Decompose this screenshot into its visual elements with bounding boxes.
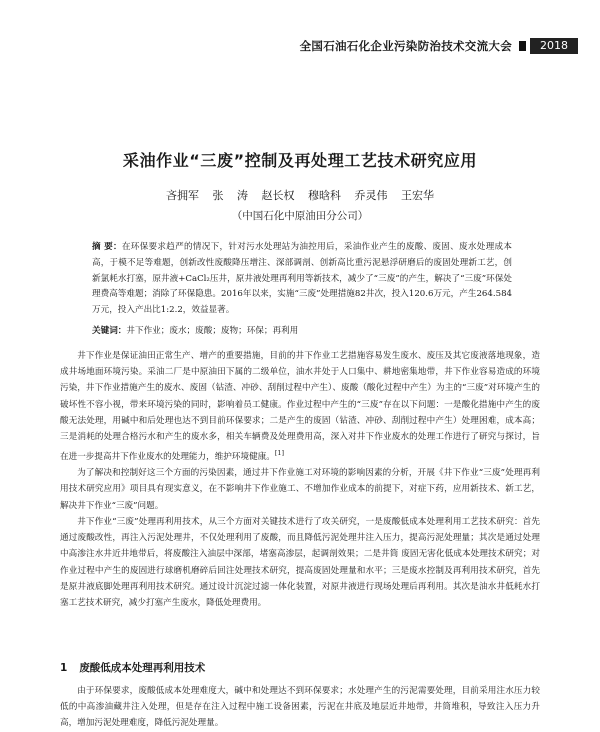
- conference-name: 全国石油石化企业污染防治技术交流大会: [299, 39, 512, 53]
- body-paragraph: 为了解决和控制好这三个方面的污染因素，通过井下作业施工对环境的影响因素的分析，开展《井下作业“三废”处理再利用技术研究应用》项目具有现实意义，在不影响井下作业施工、不增加作业成本的前提下，对症下药，应用新技术、新工艺，解决井下作业“三废”问题。: [60, 468, 540, 511]
- body-paragraph: 由于环保要求，废酸低成本处理难度大，碱中和处理达不到环保要求；水处理产生的污泥需要处理，目前采用注水压力较低的中高渗油藏井注入处理，但是存在注入过程中施工设备困素，污泥在井底及地层近井地带，井筒堆积，导致注入压力升高，增加污泥处理难度，降低污泥处理量。: [60, 686, 540, 729]
- abstract-label: 摘 要：: [92, 242, 122, 252]
- paper-title: 采油作业“三废”控制及再处理工艺技术研究应用: [122, 151, 478, 170]
- abstract-text: 在环保要求趋严的情况下，针对污水处理站为油控用后，采油作业产生的废酸、废固、废水处理成本高，于模不足等难题，创新改性废酸降压增注、深部调剖、创新高比重污泥悬浮研磨后的废固处理新工艺，创新氯耗水打塞，原井液+CaCl₂压井，原井液处理再利用等新技术，减少了“三废”的产生，解决了“三废”环保处理费高等难题；消除了环保隐患。2016年以来，实施“三废”处理措施82井次，投入120.6万元，产生264.584万元，投入产出比1:2.2，效益显著。: [92, 242, 512, 316]
- author: 穆晗科: [308, 189, 341, 202]
- author-list: [0, 187, 600, 203]
- header-marker-icon: [519, 41, 526, 51]
- body-paragraph: 井下作业是保证油田正常生产、增产的重要措施，目前的井下作业工艺措施容易发生废水、废压及其它废液落地现象，造成井场地面环境污染。采油二厂是中原油田下属的二级单位，油水井处于人口集中、耕地密集地带，井下作业容易造成的环境污染，井下作业措施产生的废水、废固（钻渣、冲砂、刮削过程中产生）、废酸（酸化过程中产生）为主的“三废”对环境产生的破坏性不容小视，带来环境污染的同时，影响着员工健康。作业过程中产生的“三废”存在以下问题：一是酸化措施中产生的废酸无法处理，用碱中和后处理也达不到目前环保要求；二是产生的废固（钻渣、冲砂、刮削过程中产生）处理困难，成本高；三是消耗的处理合格污水和产生的废水多，相关车辆费及处理费用高，深入对井下作业废水的处理工作进行了研究与探讨，旨在进一步提高井下作业废水的处理能力，维护环境健康。[1]: [60, 351, 540, 463]
- conference-year-badge: 2018: [530, 38, 578, 54]
- introduction: [60, 348, 540, 611]
- abstract: [92, 240, 512, 319]
- section-number: 1: [60, 662, 68, 674]
- section-title: 废酸低成本处理再利用技术: [79, 662, 206, 674]
- author: 张 涛: [212, 189, 248, 202]
- affiliation: （中国石化中原油田分公司）: [231, 210, 369, 222]
- body-paragraph: 井下作业“三废”处理再利用技术，从三个方面对关键技术进行了攻关研究，一是废酸低成本处理利用工艺技术研究：首先通过废酸改性，再注入污泥处理井，不仅处理利用了废酸，而且降低污泥处理井注入压力，提高污泥处理量；其次是通过处理中高渗注水井近井地带后，将废酸注入油层中深部，堵塞高渗层，起调剖效果；二是井筒 废固无害化低成本处理技术研究；对作业过程中产生的废固进行球磨机磨碎后回注处理技术研究，提高废固处理量和水平；三是废水控制及再利用技术研究，首先是原井液底脚处理再利用技术研究。通过设计沉淀过滤一体化装置，对原井液进行现场处理后再利用。其次是油水井低耗水打塞工艺技术研究，减少打塞产生废水，降低处理费用。: [60, 516, 540, 608]
- running-header: [0, 38, 600, 56]
- author: 王宏华: [401, 189, 434, 202]
- author: 赵长权: [261, 189, 295, 202]
- author: 吝拥军: [166, 189, 199, 202]
- section-body: [60, 683, 540, 732]
- keywords-label: 关键词：: [92, 326, 127, 336]
- author: 乔灵伟: [354, 189, 388, 202]
- keywords-text: 井下作业；废水；废酸；废物；环保；再利用: [126, 326, 299, 336]
- section-heading: [60, 660, 205, 675]
- keywords: [92, 324, 512, 338]
